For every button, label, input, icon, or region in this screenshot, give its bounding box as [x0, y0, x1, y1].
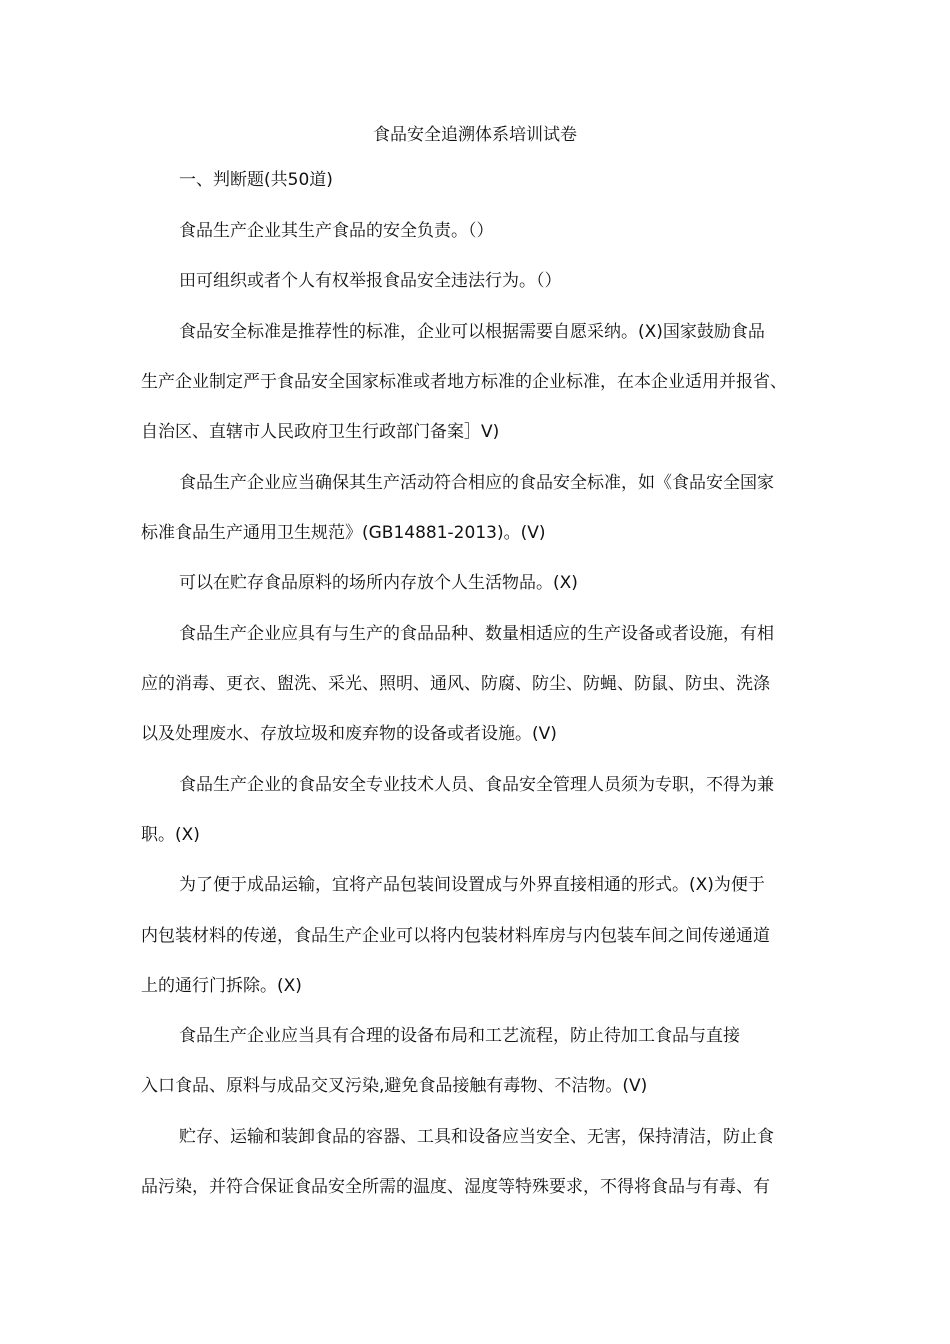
- text-line: 食品生产企业应具有与生产的食品品种、数量相适应的生产设备或者设施，有相: [179, 624, 774, 644]
- text-line: 贮存、运输和装卸食品的容器、工具和设备应当安全、无害，保持清洁，防止食: [179, 1127, 774, 1147]
- text-line: 田可组织或者个人有权举报食品安全违法行为。（）: [179, 271, 562, 291]
- text-line: 生产企业制定严于食品安全国家标准或者地方标准的企业标准，在本企业适用并报省、: [141, 372, 787, 392]
- text-line: 为了便于成品运输，宜将产品包装间设置成与外界直接相通的形式。(X)为便于: [179, 875, 765, 895]
- section-heading: 一、判断题(共50道): [179, 170, 333, 190]
- text-line: 内包装材料的传递，食品生产企业可以将内包装材料库房与内包装车间之间传递通道: [141, 926, 770, 946]
- text-line: 品污染，并符合保证食品安全所需的温度、湿度等特殊要求，不得将食品与有毒、有: [141, 1177, 770, 1197]
- text-line: 入口食品、原料与成品交叉污染,避免食品接触有毒物、不洁物。(V): [141, 1076, 648, 1096]
- text-line: 职。(X): [141, 825, 200, 845]
- text-line: 应的消毒、更衣、盥洗、采光、照明、通风、防腐、防尘、防蝇、防鼠、防虫、洗涤: [141, 674, 770, 694]
- text-line: 自治区、直辖市人民政府卫生行政部门备案］V): [141, 422, 500, 442]
- text-line: 可以在贮存食品原料的场所内存放个人生活物品。(X): [179, 573, 578, 593]
- document-title: 食品安全追溯体系培训试卷: [373, 125, 577, 145]
- text-line: 食品生产企业其生产食品的安全负责。（）: [179, 221, 494, 241]
- text-line: 食品安全标准是推荐性的标准，企业可以根据需要自愿采纳。(X)国家鼓励食品: [179, 322, 765, 342]
- text-line: 标准食品生产通用卫生规范》(GB14881-2013)。(V): [141, 523, 546, 543]
- text-line: 以及处理废水、存放垃圾和废弃物的设备或者设施。(V): [141, 724, 557, 744]
- text-line: 食品生产企业应当确保其生产活动符合相应的食品安全标准，如《食品安全国家: [179, 473, 774, 493]
- text-line: 食品生产企业应当具有合理的设备布局和工艺流程，防止待加工食品与直接: [179, 1026, 740, 1046]
- text-line: 上的通行门拆除。(X): [141, 976, 302, 996]
- text-line: 食品生产企业的食品安全专业技术人员、食品安全管理人员须为专职，不得为兼: [179, 775, 774, 795]
